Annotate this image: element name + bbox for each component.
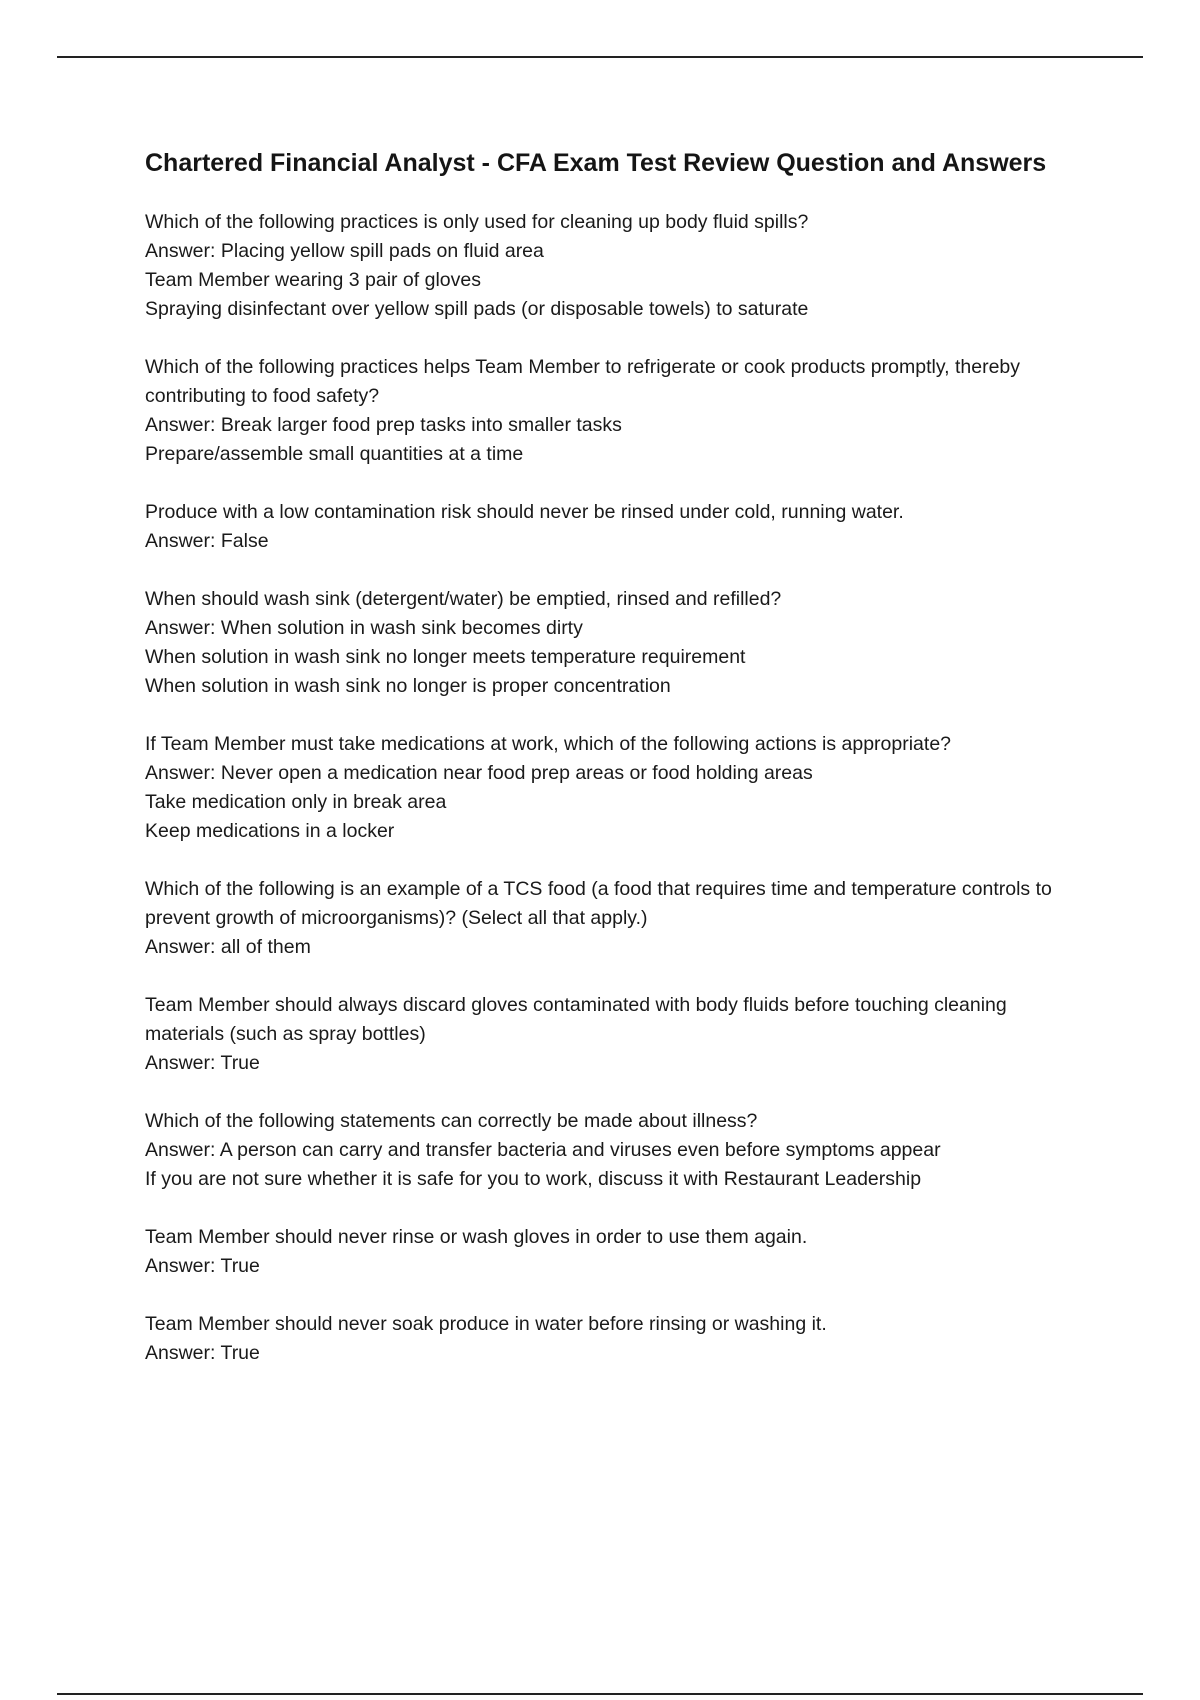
qa-item-8 <box>145 1107 1090 1194</box>
answer-text: Answer: When solution in wash sink becomes dirty <box>145 617 583 639</box>
answer-text: Answer: Break larger food prep tasks into smaller tasks <box>145 414 622 436</box>
question-text: Which of the following practices is only used for cleaning up body fluid spills? <box>145 211 809 233</box>
answer-extra-line: If you are not sure whether it is safe for you to work, discuss it with Restaurant Leadership <box>145 1168 922 1190</box>
answer-text: Answer: True <box>145 1052 260 1074</box>
answer-text: Answer: Placing yellow spill pads on fluid area <box>145 240 544 262</box>
footer-rule <box>57 1693 1143 1695</box>
qa-item-4 <box>145 585 1090 701</box>
answer-text: Answer: Never open a medication near food prep areas or food holding areas <box>145 762 813 784</box>
document-body <box>145 146 1090 1397</box>
qa-item-3 <box>145 498 1090 556</box>
question-text: Which of the following practices helps Team Member to refrigerate or cook products promptly, thereby contributing to food safety? <box>145 356 1021 407</box>
qa-item-5 <box>145 730 1090 846</box>
document-title: Chartered Financial Analyst - CFA Exam Test Review Question and Answers <box>145 149 1047 177</box>
question-text: Team Member should never rinse or wash gloves in order to use them again. <box>145 1226 808 1248</box>
question-text: When should wash sink (detergent/water) be emptied, rinsed and refilled? <box>145 588 782 610</box>
answer-text: Answer: True <box>145 1255 260 1277</box>
answer-extra-line: Take medication only in break area <box>145 791 447 813</box>
question-text: Produce with a low contamination risk should never be rinsed under cold, running water. <box>145 501 904 523</box>
answer-text: Answer: all of them <box>145 936 311 958</box>
answer-text: Answer: True <box>145 1342 260 1364</box>
answer-extra-line: Prepare/assemble small quantities at a time <box>145 443 524 465</box>
qa-item-7 <box>145 991 1090 1078</box>
question-text: Which of the following statements can correctly be made about illness? <box>145 1110 758 1132</box>
qa-item-2 <box>145 353 1090 469</box>
question-text: Team Member should never soak produce in water before rinsing or washing it. <box>145 1313 827 1335</box>
qa-item-9 <box>145 1223 1090 1281</box>
answer-extra-line: Team Member wearing 3 pair of gloves <box>145 269 481 291</box>
question-text: Team Member should always discard gloves contaminated with body fluids before touching cleaning materials (such as spray bottles) <box>145 994 1007 1045</box>
answer-text: Answer: False <box>145 530 269 552</box>
question-text: If Team Member must take medications at work, which of the following actions is appropriate? <box>145 733 952 755</box>
answer-extra-line: Spraying disinfectant over yellow spill pads (or disposable towels) to saturate <box>145 298 809 320</box>
answer-text: Answer: A person can carry and transfer bacteria and viruses even before symptoms appear <box>145 1139 941 1161</box>
answer-extra-line: Keep medications in a locker <box>145 820 395 842</box>
answer-extra-line: When solution in wash sink no longer meets temperature requirement <box>145 646 746 668</box>
header-rule <box>57 56 1143 58</box>
qa-item-10 <box>145 1310 1090 1368</box>
qa-item-6 <box>145 875 1090 962</box>
qa-item-1 <box>145 208 1090 324</box>
answer-extra-line: When solution in wash sink no longer is proper concentration <box>145 675 671 697</box>
question-text: Which of the following is an example of a TCS food (a food that requires time and temperature controls to prevent growth of microorganisms)? (Select all that apply.) <box>145 878 1052 929</box>
